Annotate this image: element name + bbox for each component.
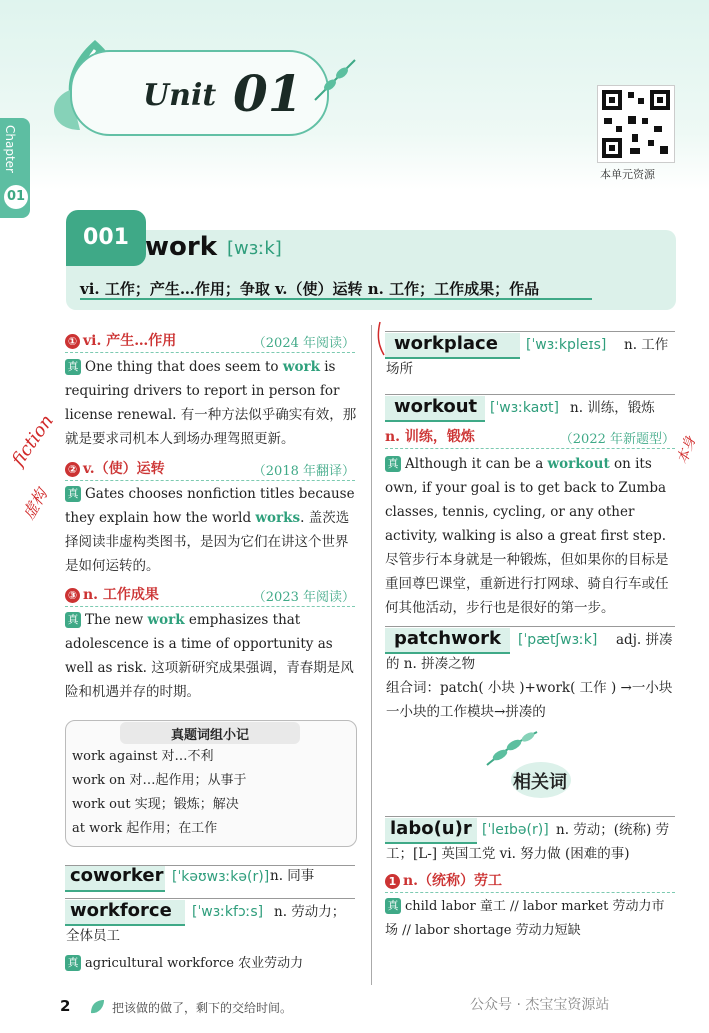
phrase-note-title: 真题词组小记: [170, 728, 249, 743]
qr-label: 本单元资源: [600, 168, 655, 181]
handwritten-note: fiction: [7, 410, 58, 471]
handwritten-note: 本身: [674, 434, 700, 467]
patchwork-rule: [385, 626, 675, 627]
workforce-def: n. 劳动力；全体员工: [66, 904, 346, 944]
workout-rule: [385, 394, 675, 395]
workout-sense-header: n. 训练，锻炼 （2022 年新题型）: [385, 426, 675, 449]
labour-word: labo(u)r: [390, 818, 472, 839]
sense-2-year: （2018 年翻译）: [252, 464, 355, 479]
coworker-ipa: [ˈkəʊwɜːkə(r)]: [172, 869, 270, 885]
zhen-icon: 真: [65, 612, 81, 628]
workout-year: （2022 年新题型）: [559, 432, 675, 447]
qr-code-icon: [598, 86, 674, 162]
workout-def: n. 训练，锻炼: [570, 400, 655, 416]
entry-ipa: [wɜːk]: [227, 238, 282, 259]
workout-ipa: [ˈwɜːkaʊt]: [490, 400, 559, 416]
unit-number: 01: [233, 64, 303, 123]
workforce-ipa: [ˈwɜːkfɔːs]: [192, 904, 264, 920]
phrase-item: at work 起作用；在工作: [72, 821, 218, 836]
sense-3-header: ③ n. 工作成果 （2023 年阅读）: [65, 584, 355, 607]
zhen-icon: 真: [65, 486, 81, 502]
coworker-word: coworker: [70, 865, 164, 886]
leaf-icon: [88, 998, 106, 1016]
workplace-rule: [385, 331, 675, 332]
workforce-rule: [65, 898, 355, 899]
workplace-ipa: [ˈwɜːkpleɪs]: [526, 337, 607, 353]
workout-word: workout: [394, 396, 478, 417]
phrase-item: work against 对…不利: [72, 749, 214, 764]
patchwork-word: patchwork: [394, 628, 501, 649]
phrase-item: work on 对…起作用；从事于: [72, 773, 247, 788]
chapter-number: 01: [4, 185, 28, 209]
labour-def: n. 劳动；(统称) 劳工；[L-] 英国工党 vi. 努力做 (困难的事): [386, 822, 670, 862]
zhen-icon: 真: [385, 456, 401, 472]
patchwork-def: adj. 拼凑的 n. 拼凑之物: [386, 632, 673, 672]
sense-2-example: 真 Gates chooses nonfiction titles because they explain how the world works. 盖茨选择阅读非虚构类图书，是因为它们在讲这个世界是如何运转的。: [65, 486, 355, 574]
sense-1-example: 真 One thing that does seem to work is requiring drivers to report in person for license renewal. 有一种方法似乎确实有效，那就是要求司机本人到场办理驾照更新。: [65, 359, 357, 447]
labour-example: 真 child labor 童工 // labor market 劳动力市场 // labor shortage 劳动力短缺: [385, 899, 665, 938]
page-number: 2: [60, 997, 71, 1015]
definition-underline: [80, 298, 592, 300]
sense-2-header: ② v.（使）运转 （2018 年翻译）: [65, 458, 355, 481]
sprig-icon: [310, 55, 360, 105]
qr-code[interactable]: [597, 85, 675, 163]
workplace-def: n. 工作场所: [386, 337, 669, 377]
entry-number: 001: [66, 210, 146, 266]
workplace-word: workplace: [394, 333, 498, 354]
column-divider: [371, 325, 372, 985]
sense-3-example: 真 The new work emphasizes that adolescence is a time of opportunity as well as risk. 这项新研究成果强调，青春期是风险和机遇并存的时期。: [65, 612, 354, 700]
related-words-title: 相关词: [513, 772, 567, 793]
zhen-icon: 真: [65, 359, 81, 375]
entry-definition: vi. 工作；产生…作用；争取 v.（使）运转 n. 工作；工作成果；作品: [80, 280, 540, 298]
pen-mark: [372, 320, 402, 360]
sense-1-label: ① vi. 产生…作用: [65, 333, 176, 349]
sense-1-year: （2024 年阅读）: [252, 336, 355, 351]
footer-motto: 把该做的做了，剩下的交给时间。: [112, 1001, 293, 1015]
entry-word: work: [145, 232, 217, 262]
patchwork-note: 组合词：patch( 小块 )+work( 工作 ) →一小块一小块的工作模块→拼凑的: [386, 680, 673, 720]
zhen-icon: 真: [65, 955, 81, 971]
workforce-word: workforce: [70, 900, 172, 921]
zhen-icon: 真: [385, 898, 401, 914]
labour-ipa: [ˈleɪbə(r)]: [482, 822, 549, 838]
workout-example: 真 Although it can be a workout on its own, if your goal is to get back to Zumba classes, tennis, cycling, or any other activity, walking is also a great first step. 尽管步行本身就是一种锻炼，但如果你的目标是重回尊巴课堂，重新进行打网球、骑自行车或任何其他活动，步行也是很好的第一步。: [385, 456, 669, 616]
sense-3-year: （2023 年阅读）: [252, 590, 355, 605]
handwritten-note: 虚构: [18, 485, 52, 523]
unit-label: Unit: [143, 78, 217, 113]
workforce-example: 真 agricultural workforce 农业劳动力: [65, 952, 355, 976]
labour-sense-header: 1 n.（统称）劳工: [385, 870, 675, 893]
patchwork-ipa: [ˈpætʃwɜːk]: [518, 632, 598, 648]
labour-rule: [385, 816, 675, 817]
chapter-label: Chapter: [3, 125, 17, 173]
watermark: 公众号 · 杰宝宝资源站: [470, 997, 610, 1013]
phrase-item: work out 实现；锻炼；解决: [72, 797, 239, 812]
coworker-def: n. 同事: [270, 868, 315, 884]
phrase-list: [72, 745, 352, 841]
sense-1-header: [65, 330, 355, 353]
